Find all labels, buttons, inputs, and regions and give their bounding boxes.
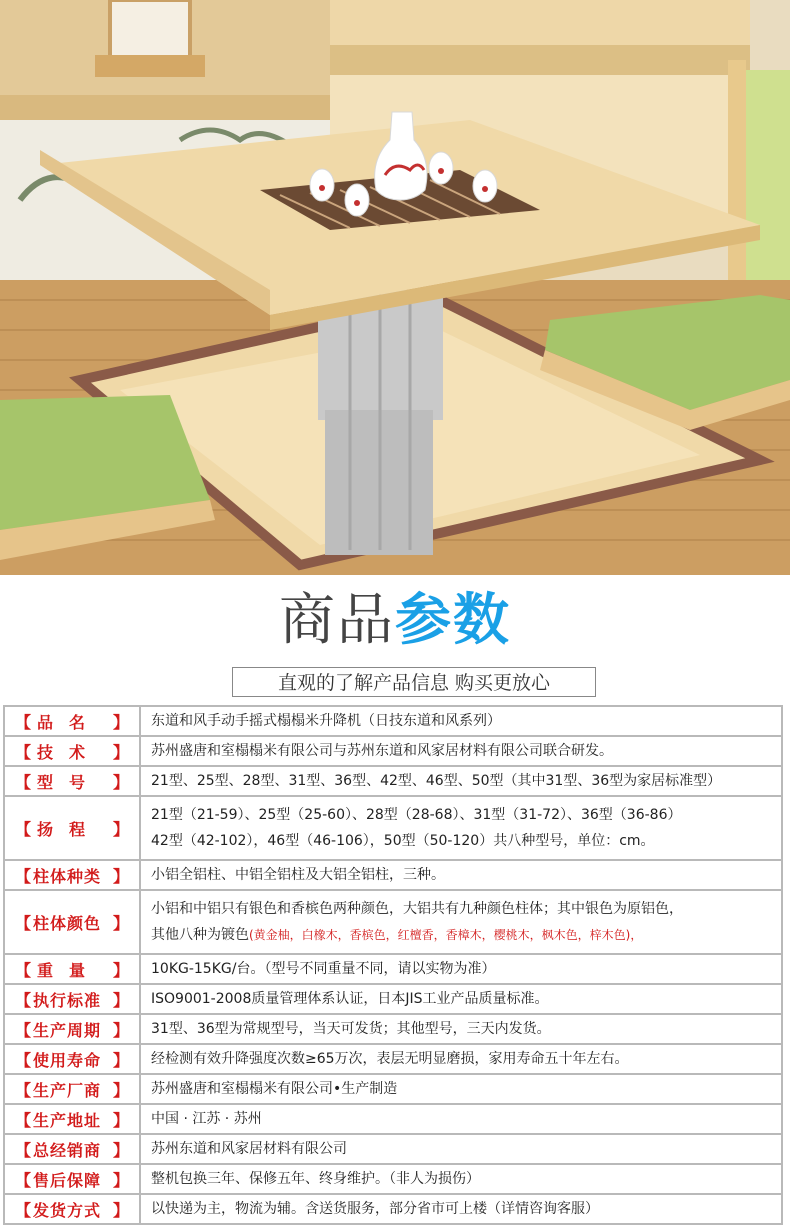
spec-label: 生产地址 [33,1110,102,1130]
spec-label: 柱体颜色 [33,913,102,933]
spec-row: 【 柱体颜色 】 小铝和中铝只有银色和香槟色两种颜色，大铝共有九种颜色柱体；其中银色为原铝色， 其他八种为镀色(黄金柚，白橡木，香槟色，红檀香，香樟木，樱桃木，枫木色，梓木色)， [4,890,782,954]
page-title [0,589,790,653]
spec-label: 生产周期 [33,1020,102,1040]
spec-value: 东道和风手动手摇式榻榻米升降机（日技东道和风系列） [140,706,782,736]
spec-row: 【 生产厂商 】 苏州盛唐和室榻榻米有限公司•生产制造 [4,1074,782,1104]
spec-label: 品 名 [37,712,86,732]
spec-value: 经检测有效升降强度次数≥65万次，表层无明显磨损，家用寿命五十年左右。 [140,1044,782,1074]
tatami-lift-table-illustration [0,0,790,575]
spec-row: 【 使用寿命 】 经检测有效升降强度次数≥65万次，表层无明显磨损，家用寿命五十年左右。 [4,1044,782,1074]
spec-label: 生产厂商 [33,1080,102,1100]
spec-row: 【 技 术 】 苏州盛唐和室榻榻米有限公司与苏州东道和风家居材料有限公司联合研发。 [4,736,782,766]
product-photo [0,0,790,575]
spec-row: 【 重 量 】 10KG-15KG/台。（型号不同重量不同，请以实物为准） [4,954,782,984]
spec-row: 【 型 号 】 21型、25型、28型、31型、36型、42型、46型、50型（其中31型、36型为家居标准型） [4,766,782,796]
spec-row: 【 发货方式 】 以快递为主，物流为辅。含送货服务，部分省市可上楼（详情咨询客服） [4,1194,782,1224]
spec-value: 31型、36型为常规型号，当天可发货；其他型号，三天内发货。 [140,1014,782,1044]
spec-label: 总经销商 [33,1140,102,1160]
spec-row: 【 售后保障 】 整机包换三年、保修五年、终身维护。（非人为损伤） [4,1164,782,1194]
spec-label: 售后保障 [33,1170,102,1190]
spec-value: 中国 · 江苏 · 苏州 [140,1104,782,1134]
title-part1: 商品 [279,588,395,653]
spec-label: 使用寿命 [33,1050,102,1070]
spec-value: ISO9001-2008质量管理体系认证，日本JIS工业产品质量标准。 [140,984,782,1014]
spec-label: 型 号 [37,772,86,792]
spec-value: 10KG-15KG/台。（型号不同重量不同，请以实物为准） [140,954,782,984]
spec-value-line2: 42型（42-102），46型（46-106），50型（50-120）共八种型号，单位：cm。 [151,833,655,849]
spec-row: 【 生产地址 】 中国 · 江苏 · 苏州 [4,1104,782,1134]
spec-label: 重 量 [37,960,86,980]
spec-value: 苏州东道和风家居材料有限公司 [140,1134,782,1164]
spec-table [3,705,783,1225]
spec-label: 柱体种类 [33,866,102,886]
spec-row: 【 生产周期 】 31型、36型为常规型号，当天可发货；其他型号，三天内发货。 [4,1014,782,1044]
spec-value: 小铝全铝柱、中铝全铝柱及大铝全铝柱，三种。 [140,860,782,890]
spec-value: 苏州盛唐和室榻榻米有限公司•生产制造 [140,1074,782,1104]
section-heading [0,575,790,703]
title-part2: 参数 [395,588,511,653]
spec-row: 【 执行标准 】 ISO9001-2008质量管理体系认证，日本JIS工业产品质量标准。 [4,984,782,1014]
spec-label: 发货方式 [33,1200,102,1220]
spec-label: 扬 程 [37,819,86,839]
spec-label: 技 术 [37,742,86,762]
spec-row: 【 总经销商 】 苏州东道和风家居材料有限公司 [4,1134,782,1164]
spec-value-line2: 其他八种为镀色 [151,927,249,943]
spec-value: 小铝和中铝只有银色和香槟色两种颜色，大铝共有九种颜色柱体；其中银色为原铝色， [151,901,683,917]
spec-row: 【 柱体种类 】 小铝全铝柱、中铝全铝柱及大铝全铝柱，三种。 [4,860,782,890]
spec-label: 执行标准 [33,990,102,1010]
spec-row: 【 扬 程 】 21型（21-59）、25型（25-60）、28型（28-68）、31型（31-72）、36型（36-86） 42型（42-102），46型（46-106），50型（50-120）共八种型号，单位：cm。 [4,796,782,860]
spec-row: 【 品 名 】 东道和风手动手摇式榻榻米升降机（日技东道和风系列） [4,706,782,736]
spec-value: 整机包换三年、保修五年、终身维护。（非人为损伤） [140,1164,782,1194]
spec-value: 苏州盛唐和室榻榻米有限公司与苏州东道和风家居材料有限公司联合研发。 [140,736,782,766]
spec-value: 21型、25型、28型、31型、36型、42型、46型、50型（其中31型、36型为家居标准型） [140,766,782,796]
spec-value: 以快递为主，物流为辅。含送货服务，部分省市可上楼（详情咨询客服） [140,1194,782,1224]
spec-value: 21型（21-59）、25型（25-60）、28型（28-68）、31型（31-72）、36型（36-86） [151,807,682,823]
page-subtitle: 直观的了解产品信息 购买更放心 [232,667,596,697]
color-options: (黄金柚，白橡木，香槟色，红檀香，香樟木，樱桃木，枫木色，梓木色)， [249,928,643,942]
